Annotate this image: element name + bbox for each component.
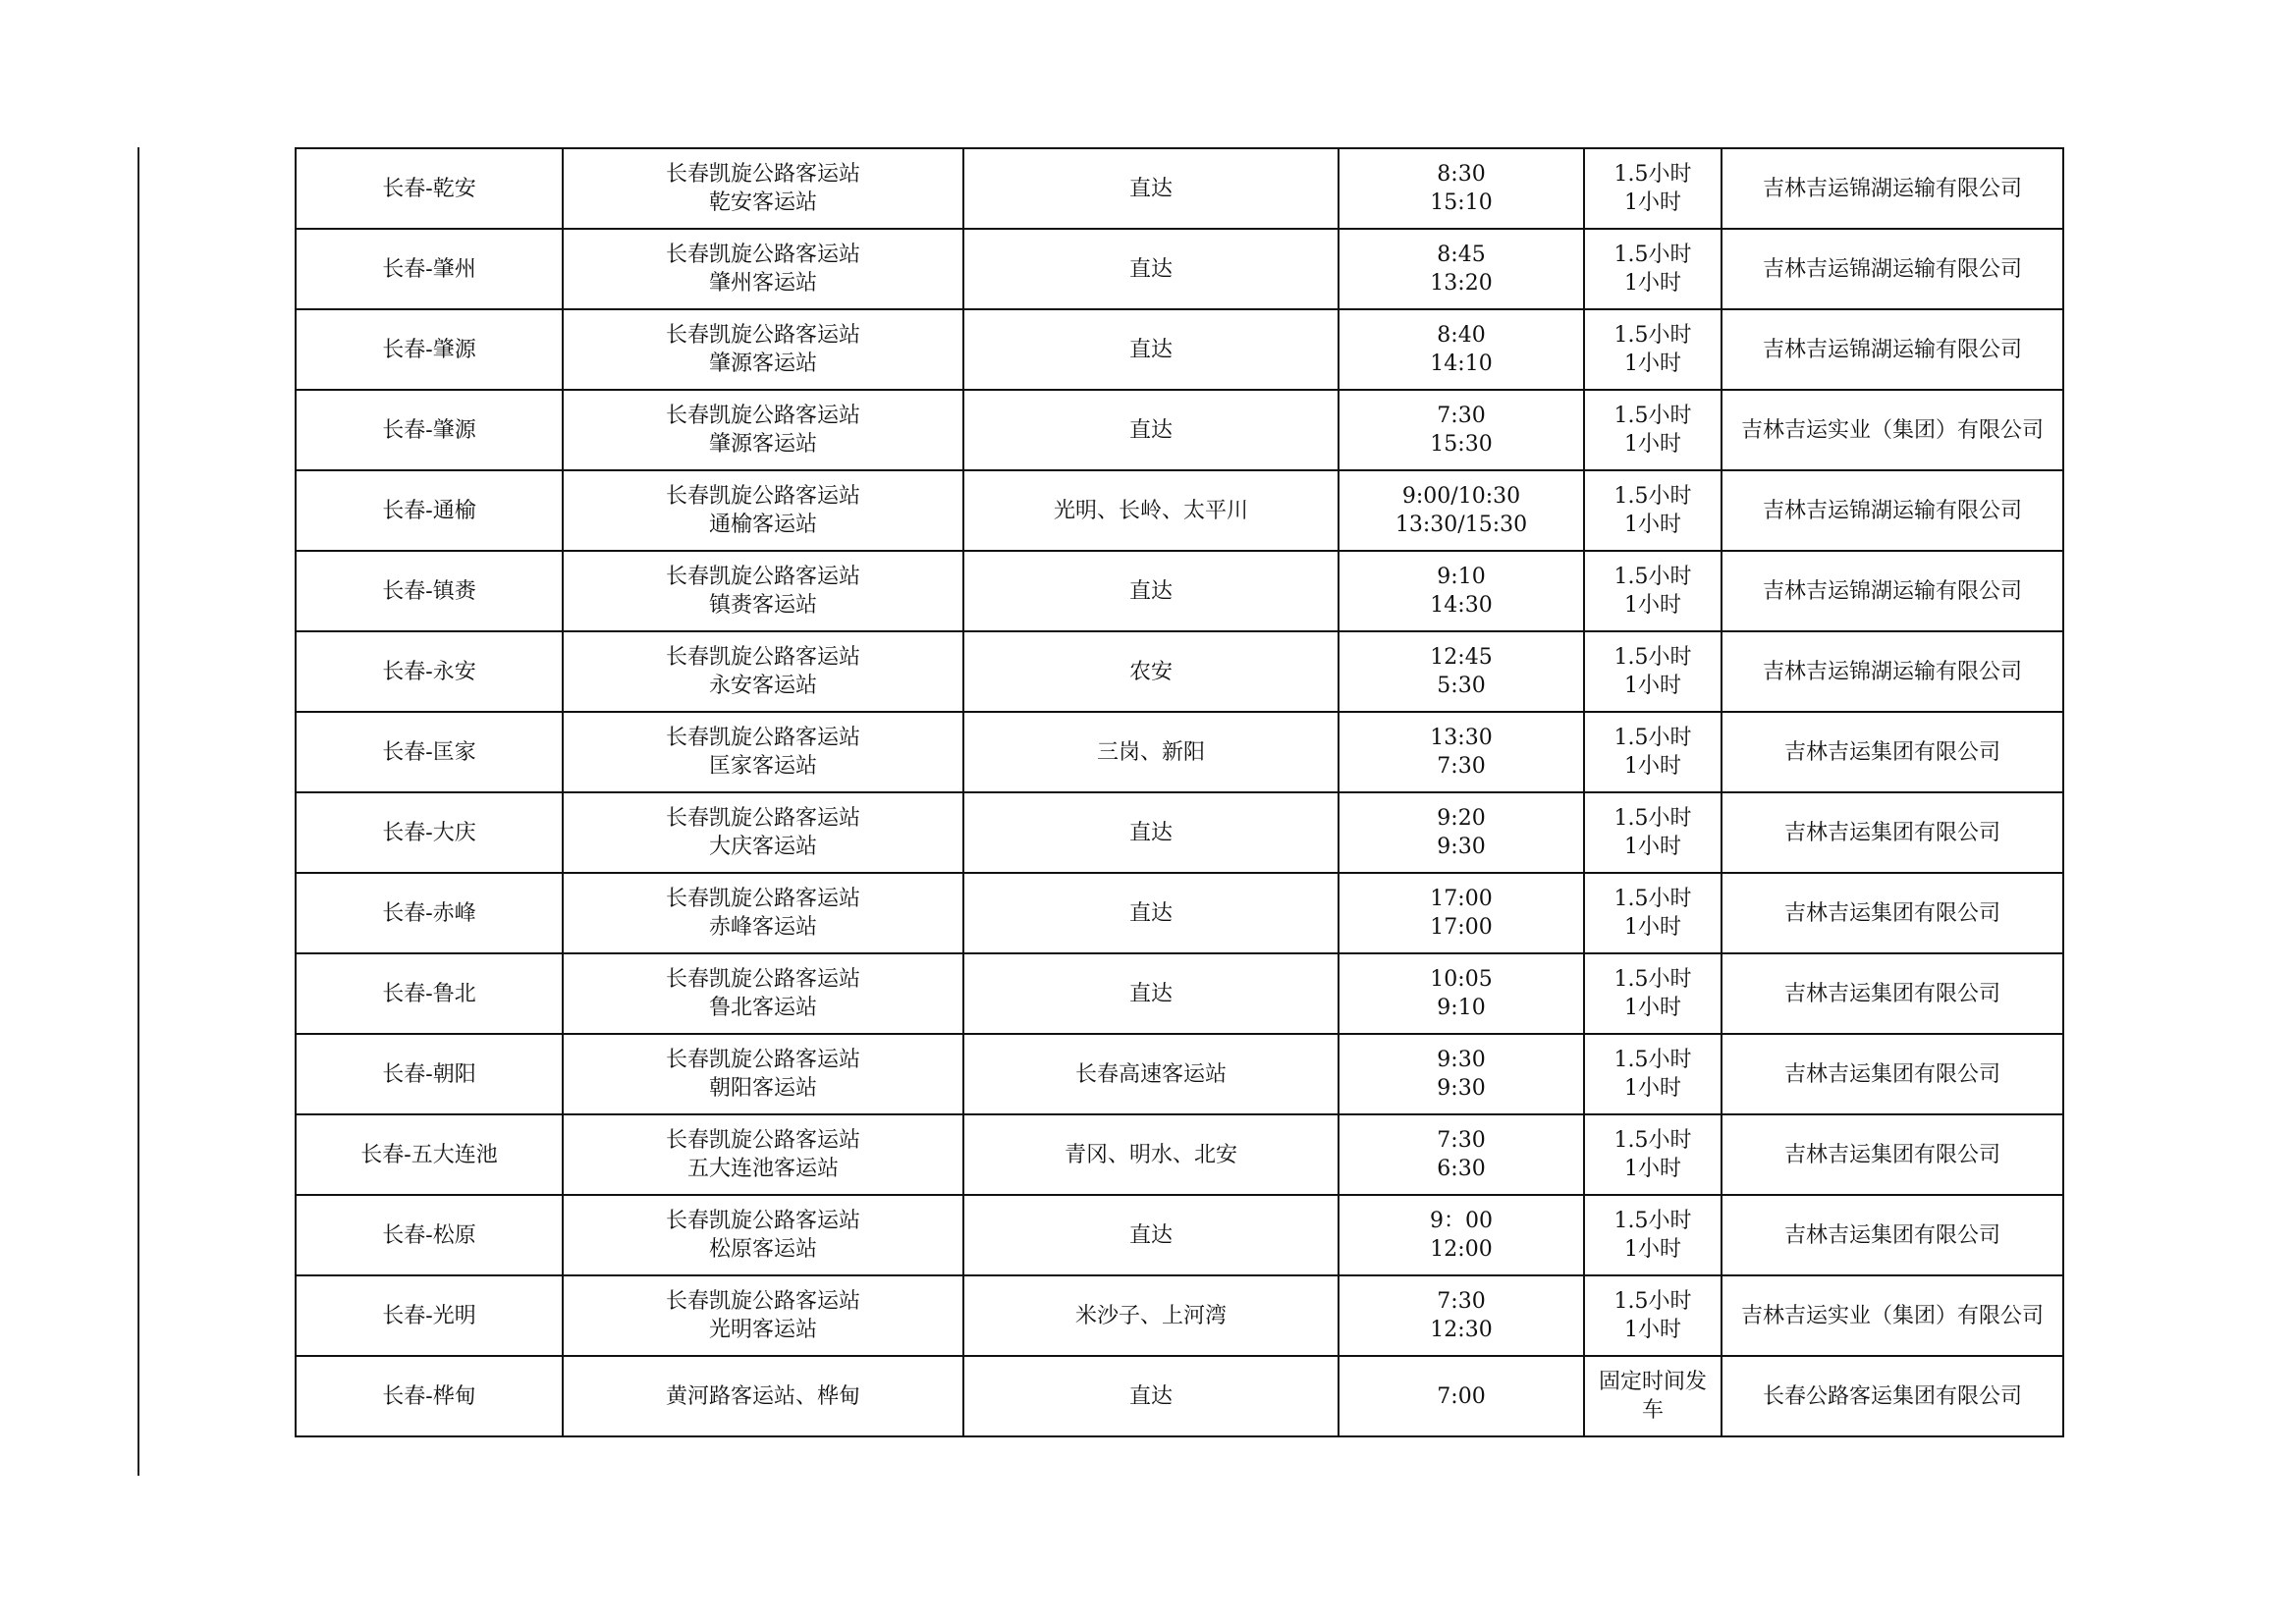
via-cell: 直达 <box>963 873 1339 953</box>
table-row <box>296 953 2063 1034</box>
table-row <box>296 712 2063 792</box>
stations-cell: 长春凯旋公路客运站 乾安客运站 <box>563 148 963 229</box>
table-row <box>296 1356 2063 1436</box>
route-cell: 长春-镇赉 <box>296 551 563 631</box>
table-row <box>296 309 2063 390</box>
departure-times-cell: 7:30 12:30 <box>1339 1275 1584 1356</box>
company-cell: 吉林吉运锦湖运输有限公司 <box>1722 309 2063 390</box>
route-cell: 长春-通榆 <box>296 470 563 551</box>
departure-times-cell: 9:20 9:30 <box>1339 792 1584 873</box>
company-cell: 吉林吉运集团有限公司 <box>1722 1034 2063 1114</box>
stations-cell: 长春凯旋公路客运站 肇州客运站 <box>563 229 963 309</box>
company-cell: 吉林吉运锦湖运输有限公司 <box>1722 148 2063 229</box>
duration-cell: 1.5小时 1小时 <box>1584 712 1722 792</box>
route-cell: 长春-大庆 <box>296 792 563 873</box>
departure-times-cell: 8:30 15:10 <box>1339 148 1584 229</box>
departure-times-cell: 17:00 17:00 <box>1339 873 1584 953</box>
duration-cell: 1.5小时 1小时 <box>1584 309 1722 390</box>
via-cell: 直达 <box>963 229 1339 309</box>
company-cell: 吉林吉运集团有限公司 <box>1722 873 2063 953</box>
company-cell: 吉林吉运集团有限公司 <box>1722 953 2063 1034</box>
departure-times-cell: 8:45 13:20 <box>1339 229 1584 309</box>
company-cell: 吉林吉运锦湖运输有限公司 <box>1722 229 2063 309</box>
departure-times-cell: 9:30 9:30 <box>1339 1034 1584 1114</box>
duration-cell: 1.5小时 1小时 <box>1584 873 1722 953</box>
stations-cell: 长春凯旋公路客运站 五大连池客运站 <box>563 1114 963 1195</box>
stations-cell: 长春凯旋公路客运站 大庆客运站 <box>563 792 963 873</box>
via-cell: 农安 <box>963 631 1339 712</box>
company-cell: 吉林吉运锦湖运输有限公司 <box>1722 551 2063 631</box>
stations-cell: 黄河路客运站、桦甸 <box>563 1356 963 1436</box>
via-cell: 光明、长岭、太平川 <box>963 470 1339 551</box>
via-cell: 直达 <box>963 390 1339 470</box>
departure-times-cell: 9:00/10:30 13:30/15:30 <box>1339 470 1584 551</box>
via-cell: 长春高速客运站 <box>963 1034 1339 1114</box>
table-row <box>296 1195 2063 1275</box>
company-cell: 长春公路客运集团有限公司 <box>1722 1356 2063 1436</box>
duration-cell: 1.5小时 1小时 <box>1584 1195 1722 1275</box>
route-cell: 长春-松原 <box>296 1195 563 1275</box>
route-cell: 长春-朝阳 <box>296 1034 563 1114</box>
table-row <box>296 551 2063 631</box>
company-cell: 吉林吉运集团有限公司 <box>1722 1114 2063 1195</box>
duration-cell: 1.5小时 1小时 <box>1584 631 1722 712</box>
stations-cell: 长春凯旋公路客运站 通榆客运站 <box>563 470 963 551</box>
duration-cell: 1.5小时 1小时 <box>1584 792 1722 873</box>
stations-cell: 长春凯旋公路客运站 朝阳客运站 <box>563 1034 963 1114</box>
stations-cell: 长春凯旋公路客运站 肇源客运站 <box>563 309 963 390</box>
route-cell: 长春-桦甸 <box>296 1356 563 1436</box>
route-cell: 长春-肇源 <box>296 309 563 390</box>
duration-cell: 1.5小时 1小时 <box>1584 390 1722 470</box>
table-row <box>296 631 2063 712</box>
via-cell: 青冈、明水、北安 <box>963 1114 1339 1195</box>
stations-cell: 长春凯旋公路客运站 光明客运站 <box>563 1275 963 1356</box>
duration-cell: 1.5小时 1小时 <box>1584 953 1722 1034</box>
route-cell: 长春-赤峰 <box>296 873 563 953</box>
duration-cell: 1.5小时 1小时 <box>1584 1114 1722 1195</box>
departure-times-cell: 9:10 14:30 <box>1339 551 1584 631</box>
via-cell: 直达 <box>963 1356 1339 1436</box>
departure-times-cell: 10:05 9:10 <box>1339 953 1584 1034</box>
bus-schedule-table <box>295 147 2064 1437</box>
route-cell: 长春-五大连池 <box>296 1114 563 1195</box>
departure-times-cell: 7:30 15:30 <box>1339 390 1584 470</box>
departure-times-cell: 12:45 5:30 <box>1339 631 1584 712</box>
via-cell: 直达 <box>963 1195 1339 1275</box>
company-cell: 吉林吉运实业（集团）有限公司 <box>1722 1275 2063 1356</box>
table-row <box>296 390 2063 470</box>
table-row <box>296 1034 2063 1114</box>
company-cell: 吉林吉运锦湖运输有限公司 <box>1722 631 2063 712</box>
table-row <box>296 148 2063 229</box>
duration-cell: 1.5小时 1小时 <box>1584 551 1722 631</box>
table-row <box>296 229 2063 309</box>
via-cell: 三岗、新阳 <box>963 712 1339 792</box>
duration-cell: 1.5小时 1小时 <box>1584 470 1722 551</box>
schedule-body <box>296 148 2063 1436</box>
company-cell: 吉林吉运锦湖运输有限公司 <box>1722 470 2063 551</box>
route-cell: 长春-肇源 <box>296 390 563 470</box>
departure-times-cell: 13:30 7:30 <box>1339 712 1584 792</box>
duration-cell: 1.5小时 1小时 <box>1584 1034 1722 1114</box>
duration-cell: 1.5小时 1小时 <box>1584 229 1722 309</box>
table-row <box>296 1275 2063 1356</box>
departure-times-cell: 7:30 6:30 <box>1339 1114 1584 1195</box>
via-cell: 直达 <box>963 148 1339 229</box>
stations-cell: 长春凯旋公路客运站 匡家客运站 <box>563 712 963 792</box>
duration-cell: 固定时间发车 <box>1584 1356 1722 1436</box>
table-row <box>296 792 2063 873</box>
route-cell: 长春-鲁北 <box>296 953 563 1034</box>
page-margin-line <box>137 147 139 1476</box>
route-cell: 长春-永安 <box>296 631 563 712</box>
table-row <box>296 470 2063 551</box>
via-cell: 直达 <box>963 309 1339 390</box>
duration-cell: 1.5小时 1小时 <box>1584 148 1722 229</box>
table-row <box>296 873 2063 953</box>
departure-times-cell: 7:00 <box>1339 1356 1584 1436</box>
company-cell: 吉林吉运集团有限公司 <box>1722 792 2063 873</box>
route-cell: 长春-匡家 <box>296 712 563 792</box>
via-cell: 直达 <box>963 953 1339 1034</box>
via-cell: 直达 <box>963 792 1339 873</box>
stations-cell: 长春凯旋公路客运站 鲁北客运站 <box>563 953 963 1034</box>
stations-cell: 长春凯旋公路客运站 镇赉客运站 <box>563 551 963 631</box>
stations-cell: 长春凯旋公路客运站 肇源客运站 <box>563 390 963 470</box>
table-row <box>296 1114 2063 1195</box>
company-cell: 吉林吉运集团有限公司 <box>1722 712 2063 792</box>
route-cell: 长春-肇州 <box>296 229 563 309</box>
via-cell: 米沙子、上河湾 <box>963 1275 1339 1356</box>
stations-cell: 长春凯旋公路客运站 松原客运站 <box>563 1195 963 1275</box>
duration-cell: 1.5小时 1小时 <box>1584 1275 1722 1356</box>
route-cell: 长春-乾安 <box>296 148 563 229</box>
stations-cell: 长春凯旋公路客运站 赤峰客运站 <box>563 873 963 953</box>
departure-times-cell: 9：00 12:00 <box>1339 1195 1584 1275</box>
company-cell: 吉林吉运集团有限公司 <box>1722 1195 2063 1275</box>
via-cell: 直达 <box>963 551 1339 631</box>
stations-cell: 长春凯旋公路客运站 永安客运站 <box>563 631 963 712</box>
company-cell: 吉林吉运实业（集团）有限公司 <box>1722 390 2063 470</box>
route-cell: 长春-光明 <box>296 1275 563 1356</box>
departure-times-cell: 8:40 14:10 <box>1339 309 1584 390</box>
